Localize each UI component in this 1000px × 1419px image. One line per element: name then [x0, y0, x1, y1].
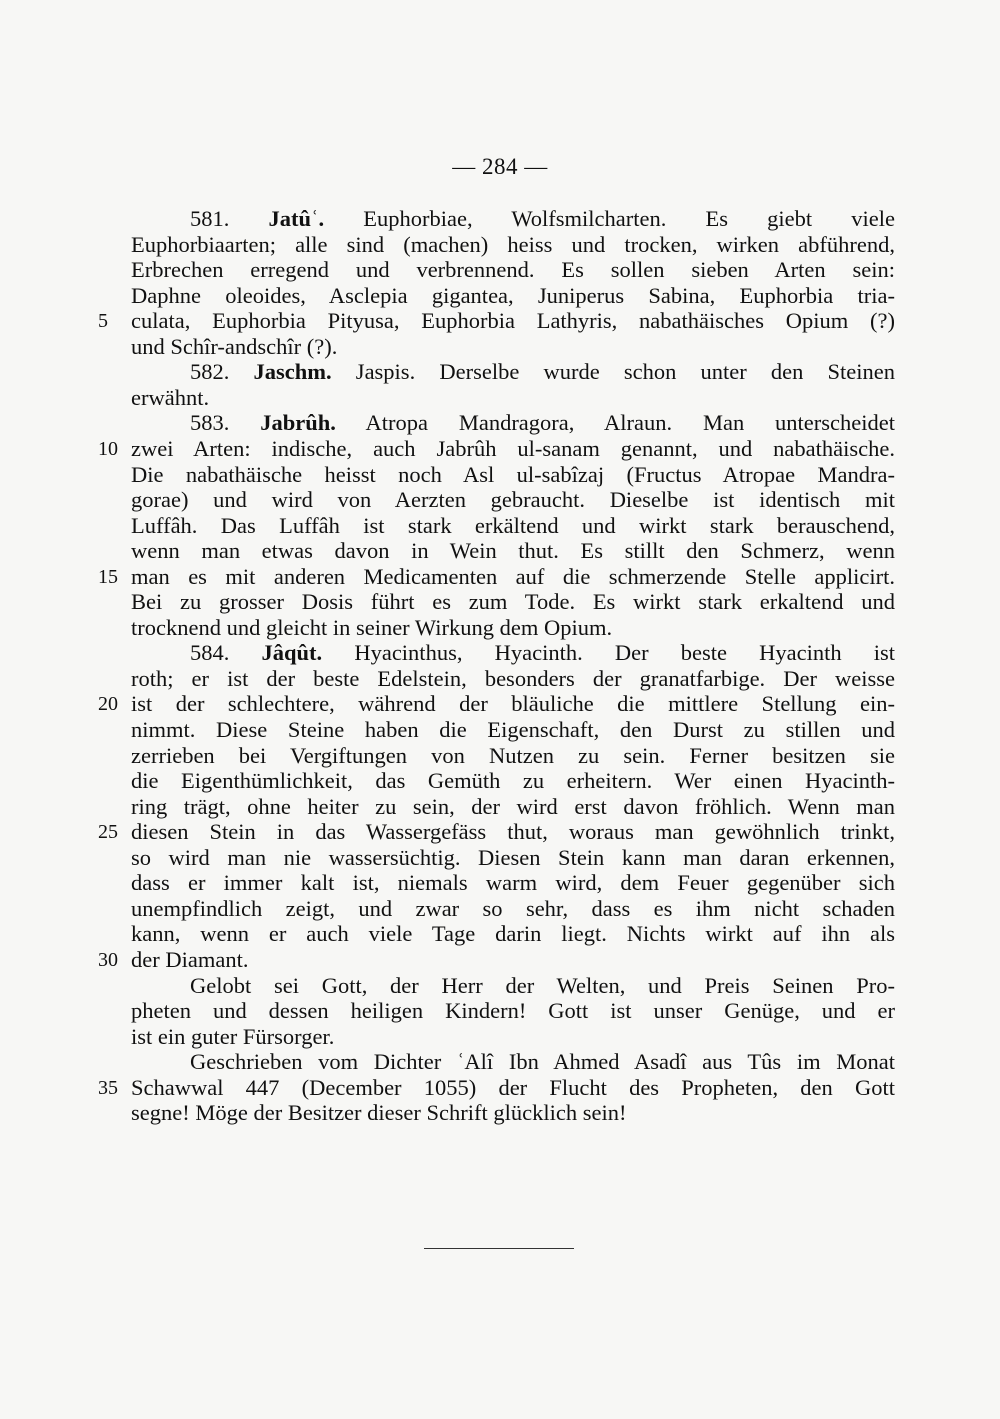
line-text: gorae) und wird von Aerzten gebraucht. Dieselbe ist identisch mit — [131, 487, 895, 512]
line-text: Bei zu grosser Dosis führt es zum Tode. Es wirkt stark erkaltend und — [131, 589, 895, 614]
line-text: zerrieben bei Vergiftungen von Nutzen zu sein. Ferner besitzen sie — [131, 743, 895, 768]
line-text: ist der schlechtere, während der bläuliche die mittlere Stellung ein- — [131, 691, 895, 716]
line-text: nimmt. Diese Steine haben die Eigenschaft, den Durst zu stillen und — [131, 717, 895, 742]
line-text: Luffâh. Das Luffâh ist stark erkältend und wirkt stark berauschend, — [131, 513, 895, 538]
text-line — [131, 436, 895, 462]
text-line — [131, 666, 895, 692]
line-text: dass er immer kalt ist, niemals warm wird, dem Feuer gegenüber sich — [131, 870, 895, 895]
line-text: so wird man nie wassersüchtig. Diesen Stein kann man daran erkennen, — [131, 845, 895, 870]
text-line — [131, 1075, 895, 1101]
line-number: 30 — [98, 949, 118, 971]
entry-headword: Jaschm. — [253, 359, 332, 384]
line-text: unempfindlich zeigt, und zwar so sehr, dass es ihm nicht schaden — [131, 896, 895, 921]
text-line — [190, 359, 895, 385]
text-line — [190, 973, 895, 999]
text-line — [131, 998, 895, 1024]
text-line — [131, 232, 895, 258]
line-text: Gelobt sei Gott, der Herr der Welten, und Preis Seinen Pro- — [190, 973, 895, 998]
text-line — [190, 1049, 895, 1075]
text-line — [131, 768, 895, 794]
entry-number: 583. — [190, 410, 261, 435]
entry-headword: Jabrûh. — [260, 410, 336, 435]
text-line — [131, 896, 895, 922]
line-text: kann, wenn er auch viele Tage darin liegt. Nichts wirkt auf ihn als — [131, 921, 895, 946]
line-text: diesen Stein in das Wassergefäss thut, woraus man gewöhnlich trinkt, — [131, 819, 895, 844]
page-number: — 284 — — [452, 154, 548, 179]
line-text: Euphorbiaarten; alle sind (machen) heiss und trocken, wirken abführend, — [131, 232, 895, 257]
text-line — [131, 283, 895, 309]
end-rule — [424, 1248, 574, 1249]
line-text: Die nabathäische heisst noch Asl ul-sabîzaj (Fructus Atropae Mandra- — [131, 462, 895, 487]
line-text: segne! Möge der Besitzer dieser Schrift glücklich sein! — [131, 1100, 627, 1125]
line-text: wenn man etwas davon in Wein thut. Es stillt den Schmerz, wenn — [131, 538, 895, 563]
line-text: Hyacinthus, Hyacinth. Der beste Hyacinth ist — [322, 640, 895, 665]
line-text: Geschrieben vom Dichter ʿAlî Ibn Ahmed Asadî aus Tûs im Monat — [190, 1049, 895, 1074]
line-text: man es mit anderen Medicamenten auf die schmerzende Stelle applicirt. — [131, 564, 895, 589]
line-number: 35 — [98, 1077, 118, 1099]
line-text: Daphne oleoides, Asclepia gigantea, Juniperus Sabina, Euphorbia tria- — [131, 283, 895, 308]
text-line — [131, 564, 895, 590]
line-number: 25 — [98, 821, 118, 843]
line-text: pheten und dessen heiligen Kindern! Gott ist unser Genüge, und er — [131, 998, 895, 1023]
line-text: ist ein guter Fürsorger. — [131, 1024, 335, 1049]
text-line — [131, 1100, 895, 1126]
line-number: 10 — [98, 438, 118, 460]
line-text: und Schîr-andschîr (?). — [131, 334, 338, 359]
line-text: Euphorbiae, Wolfsmilcharten. Es giebt viele — [324, 206, 895, 231]
text-line — [131, 1024, 895, 1050]
entry-headword: Jatûʿ. — [268, 206, 325, 231]
line-text: der Diamant. — [131, 947, 249, 972]
text-line — [131, 845, 895, 871]
text-line — [131, 538, 895, 564]
line-number: 20 — [98, 693, 118, 715]
text-line — [131, 462, 895, 488]
line-text: ring trägt, ohne heiter zu sein, der wird erst davon fröhlich. Wenn man — [131, 794, 895, 819]
text-line — [131, 615, 895, 641]
line-number: 5 — [98, 310, 108, 332]
entry-number: 581. — [190, 206, 269, 231]
line-text: Atropa Mandragora, Alraun. Man unterscheidet — [335, 410, 896, 435]
text-line — [131, 819, 895, 845]
line-text: zwei Arten: indische, auch Jabrûh ul-sanam genannt, und nabathäische. — [131, 436, 895, 461]
text-line — [131, 513, 895, 539]
line-number: 15 — [98, 566, 118, 588]
line-text: erwähnt. — [131, 385, 210, 410]
text-line — [131, 743, 895, 769]
entry-number: 582. — [190, 359, 254, 384]
text-line — [131, 717, 895, 743]
line-text: die Eigenthümlichkeit, das Gemüth zu erheitern. Wer einen Hyacinth- — [131, 768, 895, 793]
line-text: Schawwal 447 (December 1055) der Flucht des Propheten, den Gott — [131, 1075, 895, 1100]
entry-headword: Jâqût. — [261, 640, 323, 665]
text-line — [190, 640, 895, 666]
entry-number: 584. — [190, 640, 262, 665]
text-line — [131, 921, 895, 947]
text-line — [131, 487, 895, 513]
text-line — [131, 947, 895, 973]
text-line — [131, 385, 895, 411]
text-line — [190, 206, 895, 232]
text-line — [131, 257, 895, 283]
line-text: roth; er ist der beste Edelstein, besonders der granatfarbige. Der weisse — [131, 666, 895, 691]
text-line — [131, 589, 895, 615]
line-text: culata, Euphorbia Pityusa, Euphorbia Lathyris, nabathäisches Opium (?) — [131, 308, 895, 333]
line-text: Erbrechen erregend und verbrennend. Es sollen sieben Arten sein: — [131, 257, 895, 282]
text-line — [131, 870, 895, 896]
text-line — [131, 334, 895, 360]
text-line — [190, 410, 895, 436]
text-line — [131, 794, 895, 820]
text-line — [131, 691, 895, 717]
line-text: Jaspis. Derselbe wurde schon unter den Steinen — [331, 359, 895, 384]
text-line — [131, 308, 895, 334]
line-text: trocknend und gleicht in seiner Wirkung dem Opium. — [131, 615, 613, 640]
